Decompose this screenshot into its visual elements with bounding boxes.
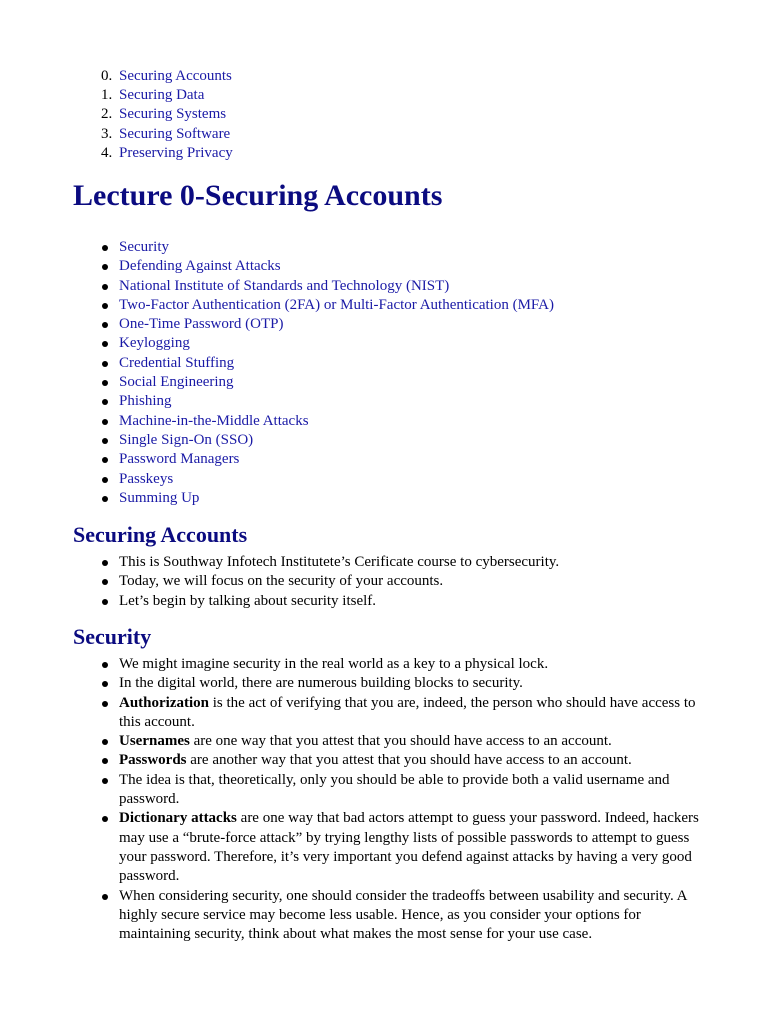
term: Dictionary attacks — [119, 810, 237, 827]
list-item: Dictionary attacks are one way that bad actors attempt to guess your password. Indeed, hackers may use a “brute-force attack” by trying lengthy lists of possible passwords to attempt to guess your password. Therefore, it’s very important you defend against attacks by having a very good password. — [73, 809, 703, 886]
list-item: Let’s begin by talking about security itself. — [73, 592, 703, 611]
list-item: We might imagine security in the real world as a key to a physical lock. — [73, 655, 703, 674]
contents-item — [73, 470, 703, 489]
contents-link[interactable]: Two-Factor Authentication (2FA) or Multi-Factor Authentication (MFA) — [119, 296, 554, 313]
contents-link[interactable]: Phishing — [119, 393, 172, 410]
toc-item: 4. Preserving Privacy — [101, 144, 233, 161]
toc-link-securing-software[interactable]: Securing Software — [119, 125, 231, 142]
page-title: Lecture 0-Securing Accounts — [73, 179, 443, 212]
toc-item: 2. Securing Systems — [101, 106, 227, 123]
contents-item — [73, 373, 703, 392]
toc-link-securing-systems[interactable]: Securing Systems — [119, 106, 227, 123]
list-item: In the digital world, there are numerous building blocks to security. — [73, 674, 703, 693]
list-item: Passwords are another way that you attest that you should have access to an account. — [73, 751, 703, 770]
contents-link[interactable]: Machine-in-the-Middle Attacks — [119, 412, 309, 429]
contents-item — [73, 315, 703, 334]
contents-item — [73, 392, 703, 411]
contents-link[interactable]: Credential Stuffing — [119, 354, 235, 371]
contents-item — [73, 412, 703, 431]
contents-item — [73, 238, 703, 257]
contents-link[interactable]: Defending Against Attacks — [119, 258, 281, 275]
list-item: The idea is that, theoretically, only you should be able to provide both a valid username and password. — [73, 771, 703, 810]
contents-item — [73, 334, 703, 353]
toc-item: 1. Securing Data — [101, 87, 205, 104]
contents-link[interactable]: National Institute of Standards and Technology (NIST) — [119, 277, 450, 294]
contents-item — [73, 431, 703, 450]
list-item: Today, we will focus on the security of your accounts. — [73, 572, 703, 591]
section-heading-securing-accounts: Securing Accounts — [73, 522, 248, 547]
securing-accounts-list — [73, 553, 703, 611]
list-item: Usernames are one way that you attest that you should have access to an account. — [73, 732, 703, 751]
section-heading-security: Security — [73, 624, 152, 649]
contents-link[interactable]: Summing Up — [119, 489, 200, 506]
contents-link[interactable]: Passkeys — [119, 470, 174, 487]
list-item: This is Southway Infotech Institutete’s Cerificate course to cybersecurity. — [73, 553, 703, 572]
toc-link-preserving-privacy[interactable]: Preserving Privacy — [119, 144, 233, 161]
term: Authorization — [119, 694, 209, 711]
contents-item — [73, 354, 703, 373]
contents-item — [73, 257, 703, 276]
toc-link-securing-accounts[interactable]: Securing Accounts — [119, 68, 232, 84]
toc-item: 0. Securing Accounts — [101, 68, 232, 84]
contents-item — [73, 450, 703, 469]
list-item: When considering security, one should consider the tradeoffs between usability and security. A highly secure service may become less usable. Hence, as you consider your options for maintaining security, think about what makes the most sense for your use case. — [73, 887, 703, 945]
list-item: Authorization is the act of verifying that you are, indeed, the person who should have access to this account. — [73, 694, 703, 733]
toc-item: 3. Securing Software — [101, 125, 231, 142]
contents-link[interactable]: Password Managers — [119, 451, 240, 468]
lecture-contents — [73, 238, 703, 508]
contents-link[interactable]: Security — [119, 239, 169, 255]
toc-link-securing-data[interactable]: Securing Data — [119, 87, 205, 104]
contents-item — [73, 296, 703, 315]
contents-item — [73, 277, 703, 296]
lecture-index — [73, 67, 233, 163]
security-list — [73, 655, 703, 944]
contents-link[interactable]: Keylogging — [119, 335, 190, 352]
contents-link[interactable]: Single Sign-On (SSO) — [119, 431, 254, 448]
contents-item — [73, 489, 703, 508]
term: Passwords — [119, 752, 187, 769]
term: Usernames — [119, 733, 190, 750]
contents-link[interactable]: Social Engineering — [119, 374, 234, 391]
contents-link[interactable]: One-Time Password (OTP) — [119, 316, 284, 333]
